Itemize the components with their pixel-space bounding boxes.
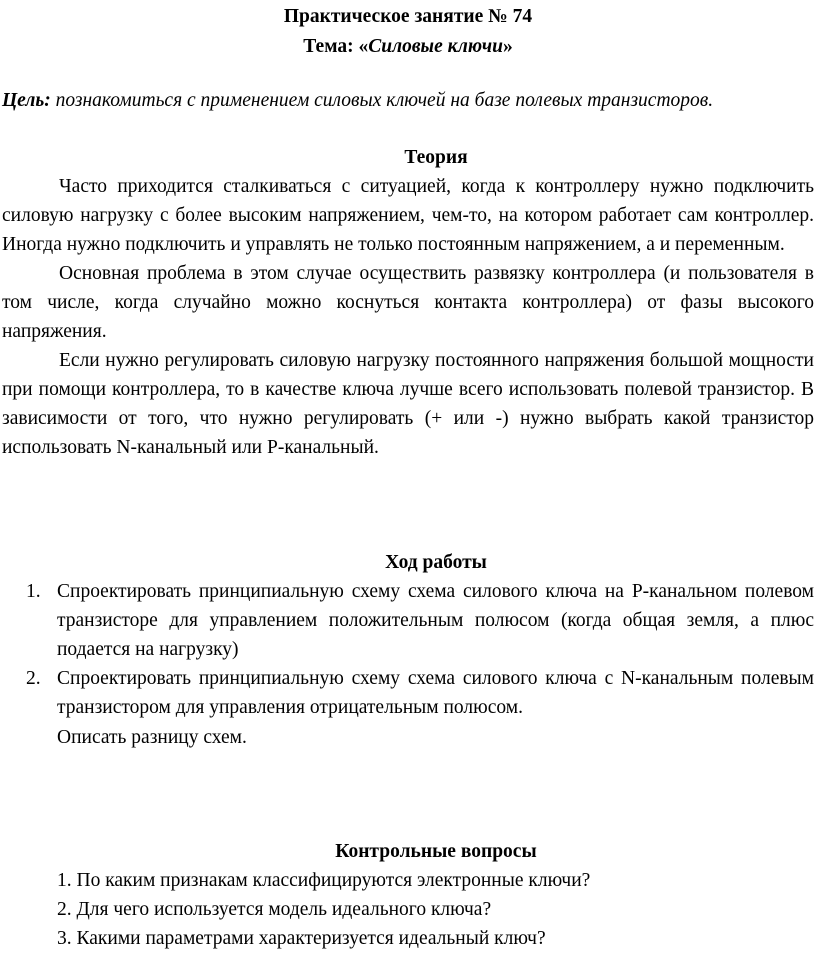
theory-section (2, 172, 814, 462)
goal-line (2, 86, 814, 115)
topic-line (0, 32, 816, 62)
document-header (0, 2, 816, 62)
work-item-2 (2, 664, 814, 722)
page-title: Практическое занятие № 74 (283, 6, 533, 27)
work-heading: Ход работы (385, 552, 487, 573)
question-item-2: 2. Для чего используется модель идеального ключа? (57, 899, 492, 920)
work-item-1 (2, 577, 814, 664)
topic-suffix: » (502, 36, 513, 57)
topic-text: Силовые ключи (368, 36, 503, 57)
work-note: Описать разницу схем. (57, 727, 247, 748)
goal-label: Цель: (2, 90, 51, 111)
work-item-number: 2. (26, 668, 41, 689)
question-item-1: 1. По каким признакам классифицируются электронные ключи? (57, 870, 591, 891)
work-item-text: Спроектировать принципиальную схему схема силового ключа на P-канальном полевом транзисторе для управлением положительным полюсом (когда общая земля, а плюс подается на нагрузку) (57, 581, 814, 660)
theory-heading: Теория (404, 147, 468, 168)
goal-text: познакомиться с применением силовых ключей на базе полевых транзисторов. (50, 90, 714, 111)
question-item-3: 3. Какими параметрами характеризуется идеальный ключ? (57, 928, 546, 949)
work-list (2, 577, 814, 722)
topic-prefix: Тема: « (303, 36, 369, 57)
questions-heading: Контрольные вопросы (335, 841, 537, 862)
theory-paragraph-1: Часто приходится сталкиваться с ситуацией, когда к контроллеру нужно подключить силовую нагрузку с более высоким напряжением, чем-то, на котором работает сам контроллер. Иногда нужно подключить и управлять не только постоянным напряжением, а и переменным. (2, 176, 814, 255)
theory-paragraph-2: Основная проблема в этом случае осуществить развязку контроллера (и пользователя в том числе, когда случайно можно коснуться контакта контроллера) от фазы высокого напряжения. (2, 263, 814, 342)
questions-list (57, 866, 590, 953)
work-item-text: Спроектировать принципиальную схему схема силового ключа с N-канальным полевым транзистором для управления отрицательным полюсом. (57, 668, 814, 718)
work-item-number: 1. (26, 581, 41, 602)
theory-paragraph-3: Если нужно регулировать силовую нагрузку постоянного напряжения большой мощности при помощи контроллера, то в качестве ключа лучше всего использовать полевой транзистор. В зависимости от того, что нужно регулировать (+ или -) нужно выбрать какой транзистор использовать N-канальный или P-канальный. (2, 350, 814, 458)
